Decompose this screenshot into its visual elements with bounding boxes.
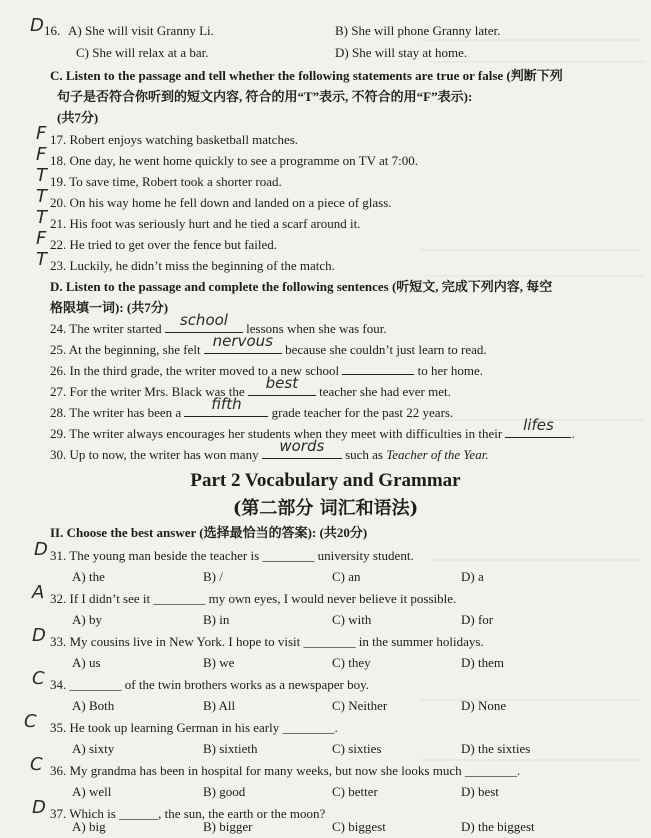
option-a: A) big: [72, 819, 106, 834]
section-d-heading: D. Listen to the passage and complete the following sentences (听短文, 完成下列内容, 每空: [50, 279, 553, 294]
option-c: C) with: [332, 612, 372, 627]
question-stem: 33. My cousins live in New York. I hope to visit ________ in the summer holidays.: [50, 634, 484, 649]
handwritten-answer: F: [36, 228, 47, 249]
option-b: B) /: [203, 569, 223, 584]
question-16-row2: [0, 42, 651, 64]
question-34-options: [0, 695, 651, 717]
option-c: C) Neither: [332, 698, 388, 713]
handwritten-answer: T: [36, 249, 47, 270]
fill-item-24: 24. The writer started school lessons when she was four.: [50, 311, 387, 336]
section-d-heading-2: 格限填一词): (共7分): [50, 300, 169, 315]
handwritten-answer: D: [30, 15, 44, 36]
question-34: [0, 668, 651, 696]
tf-item-20: T 20. On his way home he fell down and landed on a piece of glass.: [36, 186, 392, 210]
section-c-heading-3: (共7分): [57, 110, 99, 125]
option-d: D) best: [461, 784, 499, 799]
option-c: C) She will relax at a bar.: [76, 45, 209, 60]
handwritten-answer: D: [32, 797, 46, 818]
tf-item-17: F 17. Robert enjoys watching basketball matches.: [36, 123, 299, 147]
question-32-options: [0, 609, 651, 631]
option-d: D) the biggest: [461, 819, 535, 834]
option-a: A) She will visit Granny Li.: [68, 23, 214, 38]
handwritten-answer: words: [279, 437, 325, 455]
question-36-options: [0, 781, 651, 803]
option-b: B) in: [203, 612, 230, 627]
answer-blank: [262, 437, 342, 459]
tf-item-23: T 23. Luckily, he didn’t miss the beginning of the match.: [36, 249, 335, 273]
fill-item-26: 26. In the third grade, the writer moved to a new school to her home.: [0, 360, 651, 382]
handwritten-answer: D: [32, 625, 46, 646]
question-37-options: [0, 816, 651, 838]
answer-blank: [505, 416, 571, 438]
option-b: B) sixtieth: [203, 741, 258, 756]
option-b: B) we: [203, 655, 235, 670]
question-number: 16.: [44, 23, 61, 38]
question-stem: 32. If I didn’t see it ________ my own eyes, I would never believe it possible.: [50, 591, 457, 606]
handwritten-answer: T: [36, 186, 47, 207]
handwritten-answer: school: [179, 311, 228, 329]
question-stem: 34. ________ of the twin brothers works as a newspaper boy.: [50, 677, 370, 692]
question-stem: 36. My grandma has been in hospital for many weeks, but now she looks much ________.: [50, 763, 521, 778]
fill-item-27: 27. For the writer Mrs. Black was the best teacher she had ever met.: [50, 374, 451, 399]
question-33-options: [0, 652, 651, 674]
option-d: D) the sixties: [461, 741, 531, 756]
question-16: [0, 15, 651, 42]
tf-item-21: T 21. His foot was seriously hurt and he tied a scarf around it.: [36, 207, 361, 231]
question-35: [0, 711, 651, 739]
handwritten-answer: nervous: [212, 332, 273, 350]
answer-blank: [342, 360, 414, 375]
section-c-heading-2: 句子是否符合你听到的短文内容, 符合的用“T”表示, 不符合的用“F”表示):: [57, 89, 473, 104]
option-c: C) sixties: [332, 741, 382, 756]
handwritten-answer: best: [265, 374, 299, 392]
option-c: C) better: [332, 784, 378, 799]
handwritten-answer: F: [36, 144, 47, 165]
question-stem: 31. The young man beside the teacher is ________ university student.: [50, 548, 414, 563]
handwritten-answer: C: [30, 754, 43, 775]
option-b: B) All: [203, 698, 236, 713]
option-a: A) well: [72, 784, 112, 799]
option-d: D) a: [461, 569, 484, 584]
section-ii-heading: II. Choose the best answer (选择最恰当的答案): (共20分): [50, 525, 368, 540]
question-36: [0, 754, 651, 782]
answer-blank: [204, 332, 282, 354]
handwritten-answer: A: [32, 582, 45, 603]
handwritten-answer: T: [36, 165, 47, 186]
option-b: B) bigger: [203, 819, 253, 834]
handwritten-answer: D: [34, 539, 48, 560]
part2-title: Part 2 Vocabulary and Grammar: [190, 470, 461, 491]
option-c: C) biggest: [332, 819, 386, 834]
option-d: D) them: [461, 655, 504, 670]
tf-item-19: T 19. To save time, Robert took a shorter road.: [36, 165, 282, 189]
fill-item-28: 28. The writer has been a fifth grade teacher for the past 22 years.: [50, 395, 454, 420]
question-stem: 35. He took up learning German in his early ________.: [50, 720, 338, 735]
option-a: A) the: [72, 569, 105, 584]
tf-item-18: F 18. One day, he went home quickly to see a programme on TV at 7:00.: [36, 144, 419, 168]
option-d: D) for: [461, 612, 494, 627]
fill-item-29: 29. The writer always encourages her students when they meet with difficulties in their lifes .: [50, 416, 575, 441]
option-c: C) an: [332, 569, 361, 584]
part2-subtitle: (第二部分 词汇和语法): [232, 498, 419, 519]
option-a: A) Both: [72, 698, 115, 713]
question-stem: 37. Which is ______, the sun, the earth or the moon?: [50, 806, 326, 821]
question-35-options: [0, 738, 651, 760]
fill-item-25: 25. At the beginning, she felt nervous because she couldn’t just learn to read.: [50, 332, 487, 357]
option-b: B) good: [203, 784, 246, 799]
handwritten-answer: T: [36, 207, 47, 228]
option-a: A) by: [72, 612, 102, 627]
tf-item-22: F 22. He tried to get over the fence but failed.: [36, 228, 278, 252]
answer-blank: [184, 395, 268, 417]
option-d: D) She will stay at home.: [335, 45, 468, 60]
question-33: [0, 625, 651, 653]
option-b: B) She will phone Granny later.: [335, 23, 501, 38]
option-a: A) us: [72, 655, 101, 670]
handwritten-answer: lifes: [523, 416, 554, 434]
question-32: [0, 582, 651, 610]
question-31: [0, 539, 651, 567]
question-31-options: [0, 566, 651, 588]
handwritten-answer: C: [32, 668, 45, 689]
handwritten-answer: fifth: [211, 395, 242, 413]
option-c: C) they: [332, 655, 371, 670]
section-c-heading: C. Listen to the passage and tell whether the following statements are true or false (判断下列: [50, 68, 563, 83]
fill-item-30: 30. Up to now, the writer has won many words such as Teacher of the Year.: [50, 437, 489, 462]
option-d: D) None: [461, 698, 507, 713]
option-a: A) sixty: [72, 741, 115, 756]
handwritten-answer: C: [24, 711, 37, 732]
handwritten-answer: F: [36, 123, 47, 144]
